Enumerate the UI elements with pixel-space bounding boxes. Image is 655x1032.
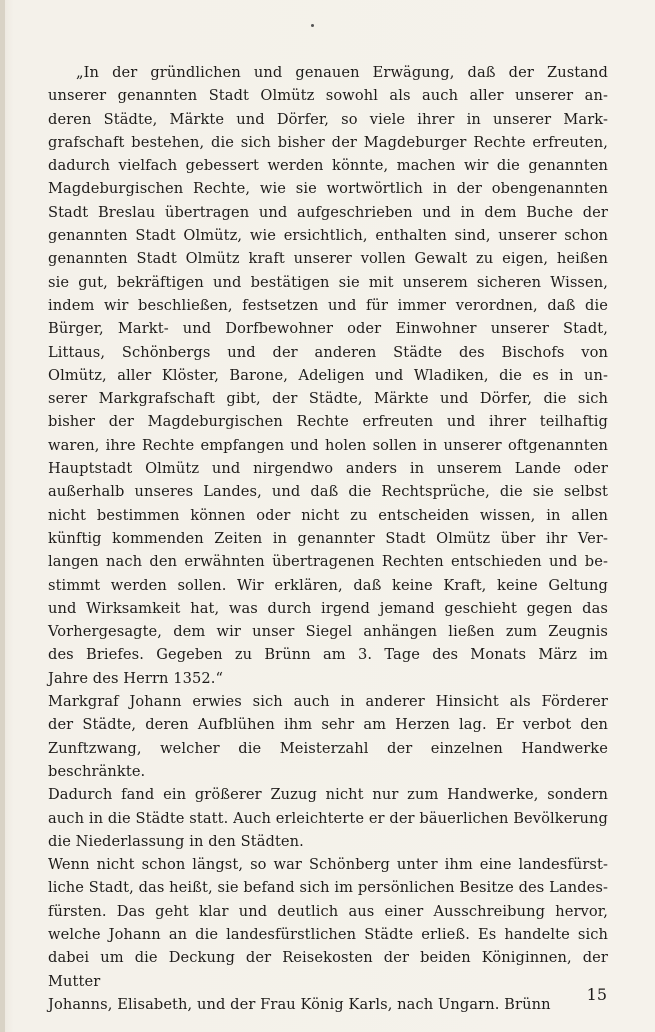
text-line: nicht bestimmen können oder nicht zu entscheiden wissen, in allen (48, 506, 608, 524)
text-line: auch in die Städte statt. Auch erleichterte er der bäuerlichen Bevölkerung (48, 809, 608, 827)
paragraph (48, 690, 608, 853)
text-line: genannten Stadt Olmütz kraft unserer vollen Gewalt zu eigen, heißen (48, 250, 608, 268)
text-line: waren, ihre Rechte empfangen und holen sollen in unserer oftgenannten (48, 436, 608, 454)
text-line: und Wirksamkeit hat, was durch irgend jemand geschieht gegen das (48, 599, 608, 617)
text-line: Bürger, Markt- und Dorfbewohner oder Einwohner unserer Stadt, (48, 320, 608, 338)
text-line: des Briefes. Gegeben zu Brünn am 3. Tage des Monats März im (48, 646, 608, 664)
text-line: Magdeburgischen Rechte, wie sie wortwörtlich in der obengenannten (48, 180, 608, 198)
text-line: genannten Stadt Olmütz, wie ersichtlich, enthalten sind, unserer schon (48, 227, 608, 245)
text-line: die Niederlassung in den Städten. (48, 832, 304, 850)
text-line: Hauptstadt Olmütz und nirgendwo anders in unserem Lande oder (48, 460, 608, 478)
text-line: deren Städte, Märkte und Dörfer, so viele ihrer in unserer Mark- (48, 110, 608, 128)
text-line: serer Markgrafschaft gibt, der Städte, Märkte und Dörfer, die sich (48, 390, 608, 408)
text-line: grafschaft bestehen, die sich bisher der Magdeburger Rechte erfreuten, (48, 133, 608, 151)
text-line: stimmt werden sollen. Wir erklären, daß keine Kraft, keine Geltung (48, 576, 608, 594)
text-line: Vorhergesagte, dem wir unser Siegel anhängen ließen zum Zeugnis (48, 623, 608, 641)
text-line: unserer genannten Stadt Olmütz sowohl als auch aller unserer an- (48, 87, 608, 105)
paragraph (48, 61, 608, 690)
text-line: Littaus, Schönbergs und der anderen Städte des Bischofs von (48, 343, 608, 361)
text-line: Dadurch fand ein größerer Zuzug nicht nur zum Handwerke, sondern (48, 786, 608, 804)
text-line: welche Johann an die landesfürstlichen Städte erließ. Es handelte sich (48, 925, 608, 943)
paragraph (48, 853, 608, 1016)
text-line: Jahre des Herrn 1352.“ (48, 669, 224, 687)
text-line: bisher der Magdeburgischen Rechte erfreuten und ihrer teilhaftig (48, 413, 608, 431)
text-line: Zunftzwang, welcher die Meisterzahl der einzelnen Handwerke beschränkte. (48, 739, 608, 780)
text-line: der Städte, deren Aufblühen ihm sehr am Herzen lag. Er verbot den (48, 716, 608, 734)
page-gutter-shadow (0, 0, 5, 1032)
text-line: langen nach den erwähnten übertragenen Rechten entschieden und be- (48, 553, 608, 571)
body-text (48, 61, 608, 1016)
text-line: Markgraf Johann erwies sich auch in anderer Hinsicht als Förderer (48, 693, 608, 711)
text-line: Olmütz, aller Klöster, Barone, Adeligen und Wladiken, die es in un- (48, 366, 608, 384)
text-line: indem wir beschließen, festsetzen und für immer verordnen, daß die (48, 296, 608, 314)
print-speck (311, 24, 314, 27)
text-line: dadurch vielfach gebessert werden könnte, machen wir die genannten (48, 157, 608, 175)
text-line: künftig kommenden Zeiten in genannter Stadt Olmütz über ihr Ver- (48, 529, 608, 547)
text-line: fürsten. Das geht klar und deutlich aus einer Ausschreibung hervor, (48, 902, 608, 920)
text-line: liche Stadt, das heißt, sie befand sich im persönlichen Besitze des Landes- (48, 879, 608, 897)
page-number: 15 (586, 985, 607, 1004)
text-line: außerhalb unseres Landes, und daß die Rechtsprüche, die sie selbst (48, 483, 608, 501)
text-line: Wenn nicht schon längst, so war Schönberg unter ihm eine landesfürst- (48, 856, 608, 874)
text-line: sie gut, bekräftigen und bestätigen sie mit unserem sicheren Wissen, (48, 273, 608, 291)
text-line: dabei um die Deckung der Reisekosten der beiden Königinnen, der Mutter (48, 949, 608, 990)
text-line: „In der gründlichen und genauen Erwägung, daß der Zustand (76, 64, 608, 81)
text-line: Johanns, Elisabeth, und der Frau König Karls, nach Ungarn. Brünn (48, 995, 551, 1013)
text-line: Stadt Breslau übertragen und aufgeschrieben und in dem Buche der (48, 203, 608, 221)
